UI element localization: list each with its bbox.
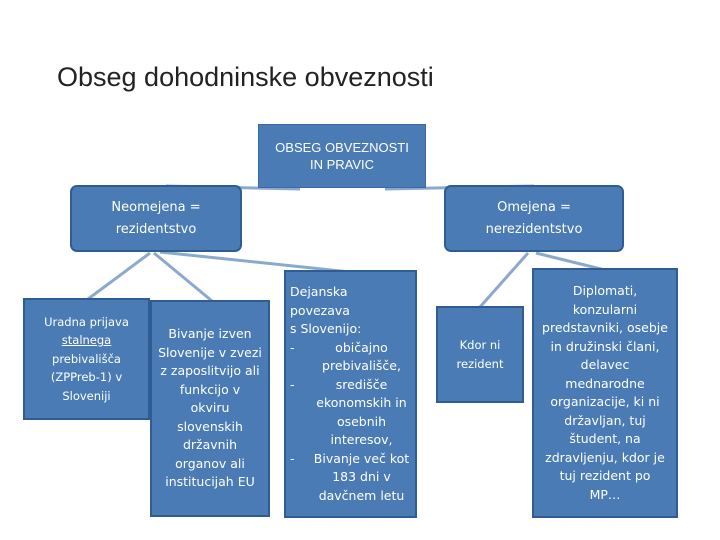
leaf-text-line: Bivanje izven <box>168 326 252 342</box>
leaf-text-line: Bivanje več kot <box>313 450 410 466</box>
leaf-text-line: in družinski člani, <box>550 338 660 354</box>
leaf-text-line: študent, na <box>569 431 641 446</box>
root-line-1: OBSEG OBVEZNOSTI <box>275 140 409 155</box>
leaf-text-line: Sloveniji <box>62 388 111 403</box>
leaf-text-line: središče <box>335 376 388 392</box>
leaf-text-line: tuj rezident po <box>559 468 651 483</box>
leaf-text-line: osebnih <box>336 413 387 429</box>
bullet-item <box>290 339 411 376</box>
leaf-text-line <box>44 331 129 350</box>
leaf-text-line: Diplomati, <box>572 283 638 298</box>
connector-left-leaf3 <box>160 252 350 272</box>
leaf-kdor-ni-rezident <box>436 306 524 403</box>
connector-right-leaf4 <box>480 253 528 307</box>
leaf-text-line: okviru <box>190 400 230 416</box>
leaf-dejanska-povezava <box>284 270 417 518</box>
right-branch-line-2: nerezidentstvo <box>485 221 583 237</box>
leaf-text-line: organizacije, ki ni <box>550 394 660 409</box>
leaf-text-line: organov ali <box>175 455 245 471</box>
leaf-text-line: konzularni <box>572 301 638 317</box>
bullet-item <box>290 450 411 506</box>
leaf-text-line: rezident <box>456 356 504 371</box>
leaf-bivanje-izven <box>150 300 270 517</box>
leaf-text-line: interesov, <box>330 432 393 447</box>
leaf-text-line: (ZPPreb-1) v <box>50 370 123 385</box>
root-node <box>258 124 426 188</box>
connector-left-leaf2 <box>154 253 212 301</box>
leaf-text-line: ekonomskih in <box>316 395 407 410</box>
leaf-text-line: z zaposlitvijo ali <box>160 363 260 379</box>
leaf-uradna-prijava <box>23 298 150 420</box>
bullet-dash: - <box>290 376 295 392</box>
leaf-text-line: državljan, tuj <box>564 412 646 428</box>
leaf-diplomati <box>532 268 678 518</box>
leaf-text-line: s Slovenijo: <box>290 321 362 336</box>
leaf-text-line: običajno <box>335 339 388 355</box>
leaf-text-line: Uradna prijava <box>44 314 129 329</box>
left-branch-line-1: Neomejena = <box>111 199 201 215</box>
leaf-text-line: funkcijo v <box>179 381 241 397</box>
left-branch-node <box>70 185 242 252</box>
leaf-text-line: Dejanska povezava <box>290 284 350 318</box>
leaf-text-line: prebivališča <box>52 351 121 366</box>
connector-left-leaf1 <box>88 253 150 299</box>
leaf-text-line: mednarodne <box>565 375 645 391</box>
leaf-text-line: 183 dni v <box>332 469 391 484</box>
leaf-text-line: davčnem letu <box>318 487 405 503</box>
left-branch-line-2: rezidentstvo <box>115 221 197 237</box>
leaf-text-line: slovenskih <box>177 418 243 434</box>
leaf-text-line: državnih <box>182 437 237 453</box>
underlined-term: stalnega <box>61 333 112 348</box>
leaf-text-line: institucijah EU <box>165 474 255 490</box>
right-branch-node <box>444 185 624 252</box>
leaf-text-line: delavec <box>580 357 630 372</box>
leaf-text-line: Kdor ni <box>459 338 501 352</box>
leaf-text-line: predstavniki, osebje <box>542 320 668 335</box>
bullet-dash: - <box>290 450 295 466</box>
root-line-2: IN PRAVIC <box>309 157 375 172</box>
leaf-text-line: MP… <box>589 486 621 502</box>
leaf-text-line: Slovenije v zvezi <box>158 344 262 360</box>
leaf-text-line: zdravljenju, kdor je <box>545 449 665 465</box>
page-title: Obseg dohodninske obveznosti <box>57 62 434 92</box>
bullet-dash: - <box>290 339 295 355</box>
leaf-text-line: prebivališče, <box>322 358 401 373</box>
bullet-item <box>290 376 411 450</box>
right-branch-line-1: Omejena = <box>497 199 571 215</box>
